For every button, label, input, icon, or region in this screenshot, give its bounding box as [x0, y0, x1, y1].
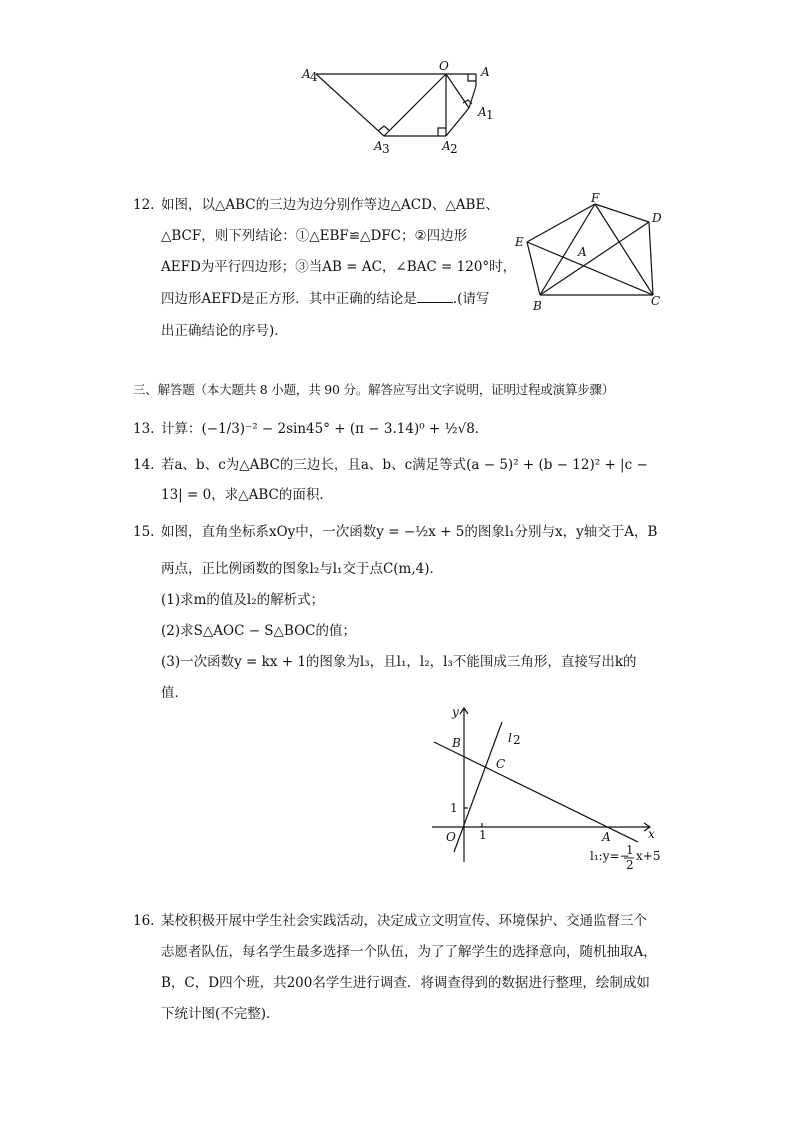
label-l2: l — [508, 731, 512, 745]
label-x-axis: x — [648, 827, 655, 841]
q14-line-2: 13| = 0，求△ABC的面积． — [161, 487, 333, 503]
q12-line-4-text: 四边形AEFD是正方形．其中正确的结论是 — [161, 291, 417, 307]
label-y-axis: y — [452, 705, 459, 719]
label-A2: A — [442, 139, 451, 153]
label-origin: O — [446, 830, 456, 844]
label-l1-equation: l₁:y=− — [590, 849, 630, 863]
label-A1: A — [478, 105, 487, 119]
q12-number: 12. — [133, 197, 155, 213]
q14-line-1: 若a、b、c为△ABC的三边长，且a、b、c满足等式(a − 5)² + (b − 12)² + |c − — [161, 457, 648, 473]
q15-line-1: 如图，直角坐标系xOy中，一次函数y = −½x + 5的图象l₁分别与x，y轴交于A，B — [161, 524, 658, 540]
q12-line-4 — [161, 290, 489, 308]
q12-line-2: △BCF，则下列结论：①△EBF≌△DFC；②四边形 — [161, 228, 468, 244]
label-F: F — [591, 191, 600, 205]
q16-line-1: 某校积极开展中学生社会实践活动，决定成立文明宣传、环境保护、交通监督三个 — [161, 913, 647, 929]
label-B: B — [533, 299, 542, 313]
label-A1-sub: 1 — [486, 108, 494, 122]
label-one-x: 1 — [479, 828, 487, 842]
figure-q15 — [420, 702, 680, 874]
section-3-title: 三、解答题（本大题共 8 小题，共 90 分。解答应写出文字说明，证明过程或演算步骤） — [133, 382, 615, 397]
q13-text: 计算：(−1/3)⁻² − 2sin45° + (π − 3.14)⁰ + ½√8． — [161, 421, 489, 437]
label-A3: A — [374, 139, 383, 153]
q14-number: 14. — [133, 457, 155, 473]
label-B: B — [452, 736, 461, 750]
label-frac-den: 2 — [626, 858, 634, 872]
label-one-y: 1 — [450, 801, 458, 815]
q12-line-3: AEFD为平行四边形；③当AB = AC，∠BAC = 120°时， — [161, 259, 517, 275]
figure-q12 — [512, 192, 682, 316]
q15-part-3b: 值． — [161, 685, 188, 701]
figure-q11 — [296, 58, 506, 158]
label-A4-sub: 4 — [310, 70, 318, 84]
q16-line-4: 下统计图(不完整)． — [161, 1006, 280, 1022]
q15-part-2: (2)求S△AOC − S△BOC的值； — [161, 623, 356, 639]
label-l1-tail: x+5 — [636, 849, 661, 863]
q16-line-3: B，C，D四个班，共200名学生进行调查．将调查得到的数据进行整理，绘制成如 — [161, 975, 650, 991]
q15-part-1: (1)求m的值及l₂的解析式； — [161, 592, 325, 608]
q15-line-2: 两点，正比例函数的图象l₂与l₁交于点C(m,4)． — [161, 561, 444, 577]
answer-blank — [417, 290, 453, 303]
label-C: C — [496, 757, 506, 771]
label-A3-sub: 3 — [382, 142, 390, 156]
label-frac-num: 1 — [626, 843, 634, 857]
q15-part-3: (3)一次函数y = kx + 1的图象为l₃，且l₁，l₂，l₃不能围成三角形，直接写出k的 — [161, 654, 637, 670]
label-A: A — [481, 65, 490, 79]
q12-line-5: 出正确结论的序号)． — [161, 323, 288, 339]
label-E: E — [515, 235, 524, 249]
label-A: A — [602, 830, 611, 844]
q13-number: 13. — [133, 421, 155, 437]
q12-after-blank: .(请写 — [452, 291, 490, 307]
label-l2-sub: 2 — [513, 733, 521, 747]
label-A4: A — [302, 67, 311, 81]
label-D: D — [652, 211, 662, 225]
q16-number: 16. — [133, 913, 155, 929]
q12-line-1: 如图，以△ABC的三边为边分别作等边△ACD、△ABE、 — [161, 197, 499, 213]
label-A2-sub: 2 — [450, 142, 458, 156]
label-A: A — [578, 245, 587, 259]
label-C: C — [651, 294, 661, 308]
label-O: O — [439, 59, 449, 73]
q15-number: 15. — [133, 524, 155, 540]
q16-line-2: 志愿者队伍，每名学生最多选择一个队伍，为了了解学生的选择意向，随机抽取A， — [161, 944, 657, 960]
